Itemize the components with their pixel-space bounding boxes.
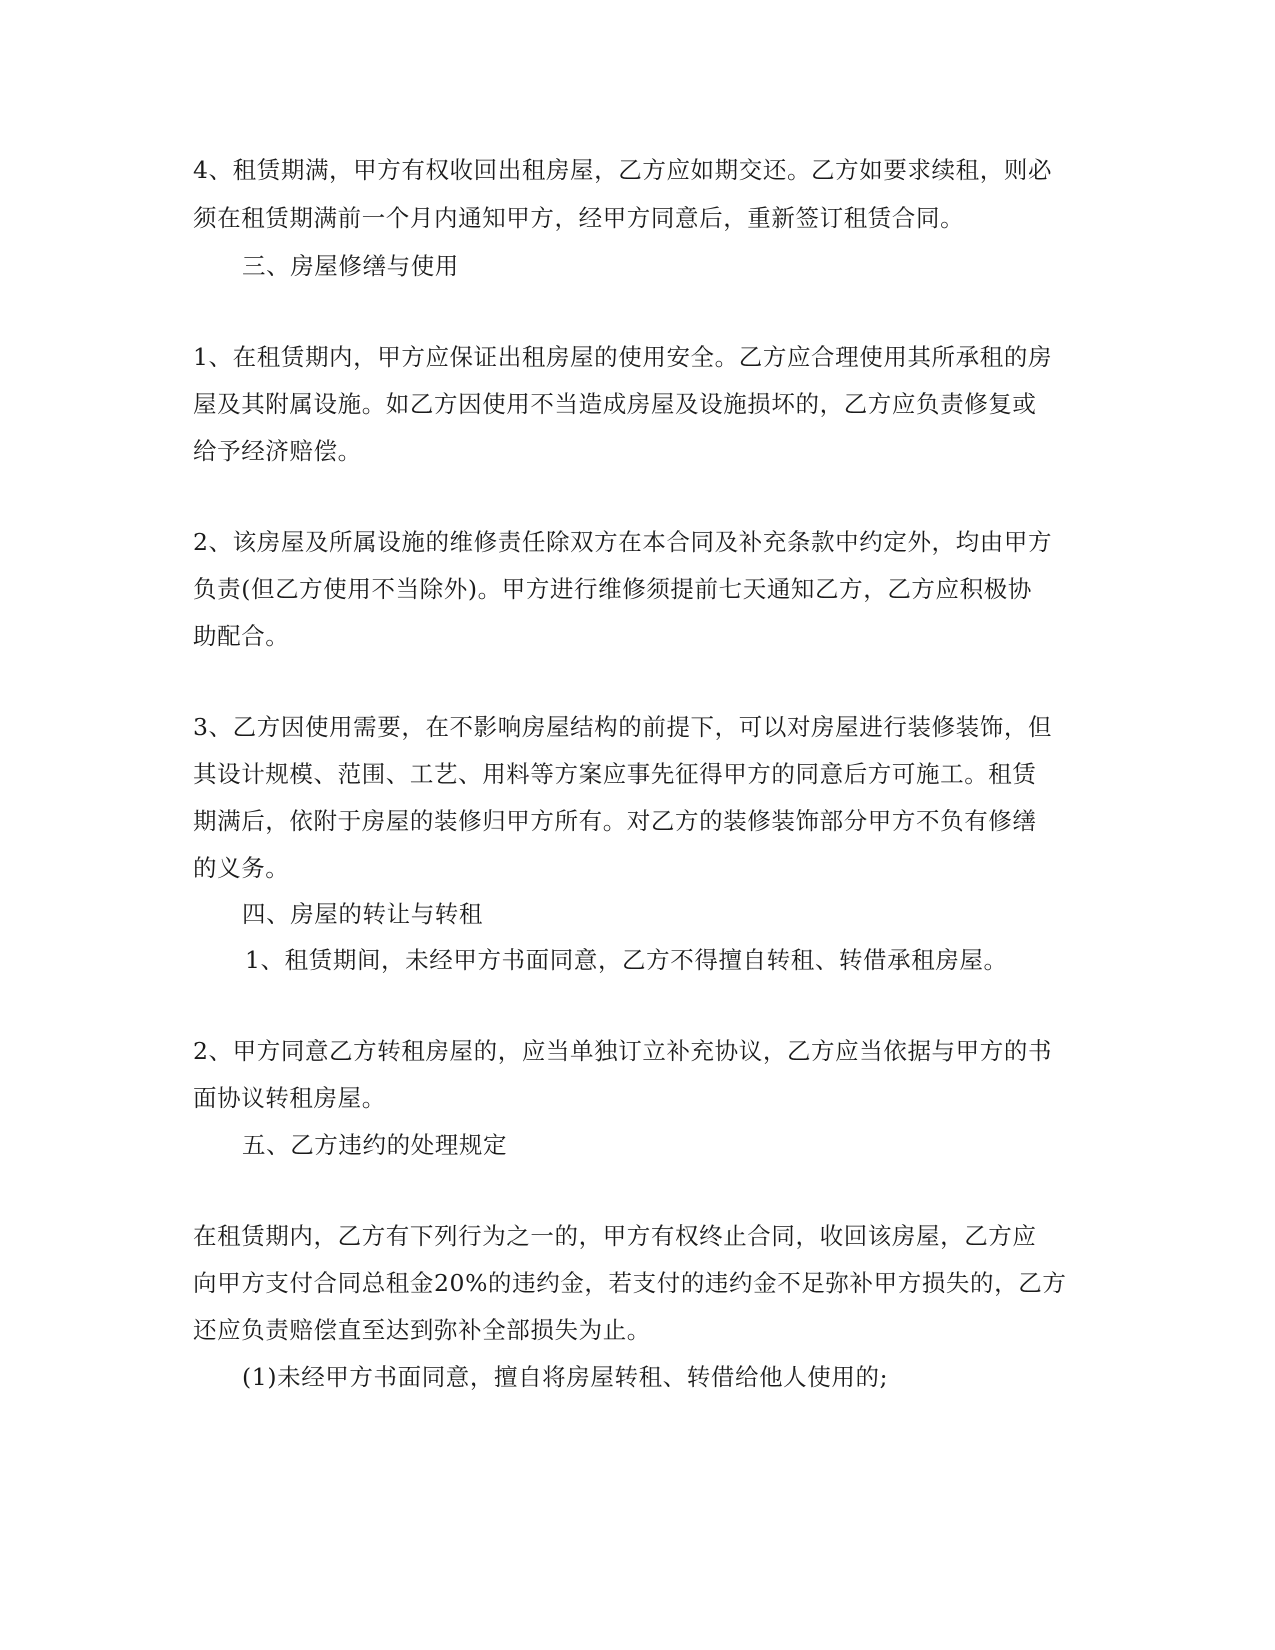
section-3-paragraph-1-line-1: 1、在租赁期内，甲方应保证出租房屋的使用安全。乙方应合理使用其所承租的房 [193, 343, 1053, 371]
section-3-paragraph-3-line-1: 3、乙方因使用需要，在不影响房屋结构的前提下，可以对房屋进行装修装饰，但 [193, 713, 1053, 741]
section-3-paragraph-2-line-2: 负责(但乙方使用不当除外)。甲方进行维修须提前七天通知乙方，乙方应积极协 [193, 575, 1032, 603]
section-4-paragraph-2-line-2: 面协议转租房屋。 [193, 1084, 386, 1112]
section-3-paragraph-3-line-4: 的义务。 [193, 854, 290, 882]
section-4-paragraph-1: 1、租赁期间，未经甲方书面同意，乙方不得擅自转租、转借承租房屋。 [245, 946, 1008, 974]
section-3-paragraph-3-line-3: 期满后，依附于房屋的装修归甲方所有。对乙方的装修装饰部分甲方不负有修缮 [193, 807, 1037, 835]
section-3-paragraph-2-line-1: 2、该房屋及所属设施的维修责任除双方在本合同及补充条款中约定外，均由甲方 [193, 528, 1053, 556]
section-3-paragraph-3-line-2: 其设计规模、范围、工艺、用料等方案应事先征得甲方的同意后方可施工。租赁 [193, 760, 1037, 788]
section-5-intro-line-3: 还应负责赔偿直至达到弥补全部损失为止。 [193, 1316, 651, 1344]
section-5-item-1: (1)未经甲方书面同意，擅自将房屋转租、转借给他人使用的; [242, 1363, 889, 1391]
section-heading-5: 五、乙方违约的处理规定 [242, 1131, 508, 1159]
section-5-intro-line-1: 在租赁期内，乙方有下列行为之一的，甲方有权终止合同，收回该房屋，乙方应 [193, 1222, 1037, 1250]
section-5-intro-line-2: 向甲方支付合同总租金20%的违约金，若支付的违约金不足弥补甲方损失的，乙方 [193, 1269, 1067, 1297]
section-heading-4: 四、房屋的转让与转租 [242, 900, 483, 928]
section-4-paragraph-2-line-1: 2、甲方同意乙方转租房屋的，应当单独订立补充协议，乙方应当依据与甲方的书 [193, 1037, 1053, 1065]
paragraph-4-line-1: 4、租赁期满，甲方有权收回出租房屋，乙方应如期交还。乙方如要求续租，则必 [193, 156, 1053, 184]
paragraph-4-line-2: 须在租赁期满前一个月内通知甲方，经甲方同意后，重新签订租赁合同。 [193, 204, 965, 232]
section-heading-3: 三、房屋修缮与使用 [242, 252, 459, 280]
section-3-paragraph-1-line-3: 给予经济赔偿。 [193, 437, 362, 465]
section-3-paragraph-2-line-3: 助配合。 [193, 622, 290, 650]
section-3-paragraph-1-line-2: 屋及其附属设施。如乙方因使用不当造成房屋及设施损坏的，乙方应负责修复或 [193, 390, 1037, 418]
